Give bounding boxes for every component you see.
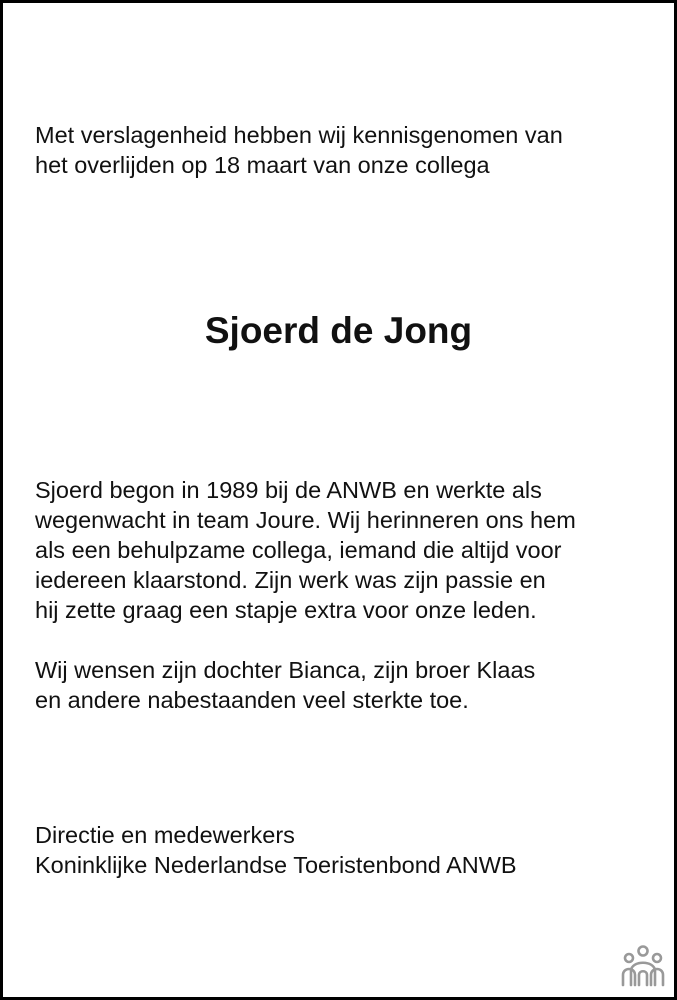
paragraph-line: Wij wensen zijn dochter Bianca, zijn broer Klaas [35,657,536,683]
intro-text [35,120,563,180]
deceased-name: Sjoerd de Jong [204,310,473,351]
tribute-paragraph [35,475,576,625]
paragraph-line: als een behulpzame collega, iemand die altijd voor [35,537,562,563]
people-group-icon [620,945,666,989]
intro-line: het overlijden op 18 maart van onze collega [35,152,490,178]
paragraph-line: wegenwacht in team Joure. Wij herinneren ons hem [35,507,576,533]
condolence-paragraph [35,655,535,715]
signature-line: Directie en medewerkers [35,822,295,848]
signature [35,820,517,880]
paragraph-line: en andere nabestaanden veel sterkte toe. [35,687,469,713]
intro-line: Met verslagenheid hebben wij kennisgenomen van [35,122,563,148]
signature-line: Koninklijke Nederlandse Toeristenbond ANWB [35,852,517,878]
paragraph-line: hij zette graag een stapje extra voor onze leden. [35,597,537,623]
paragraph-line: Sjoerd begon in 1989 bij de ANWB en werkte als [35,477,542,503]
paragraph-line: iedereen klaarstond. Zijn werk was zijn passie en [35,567,546,593]
